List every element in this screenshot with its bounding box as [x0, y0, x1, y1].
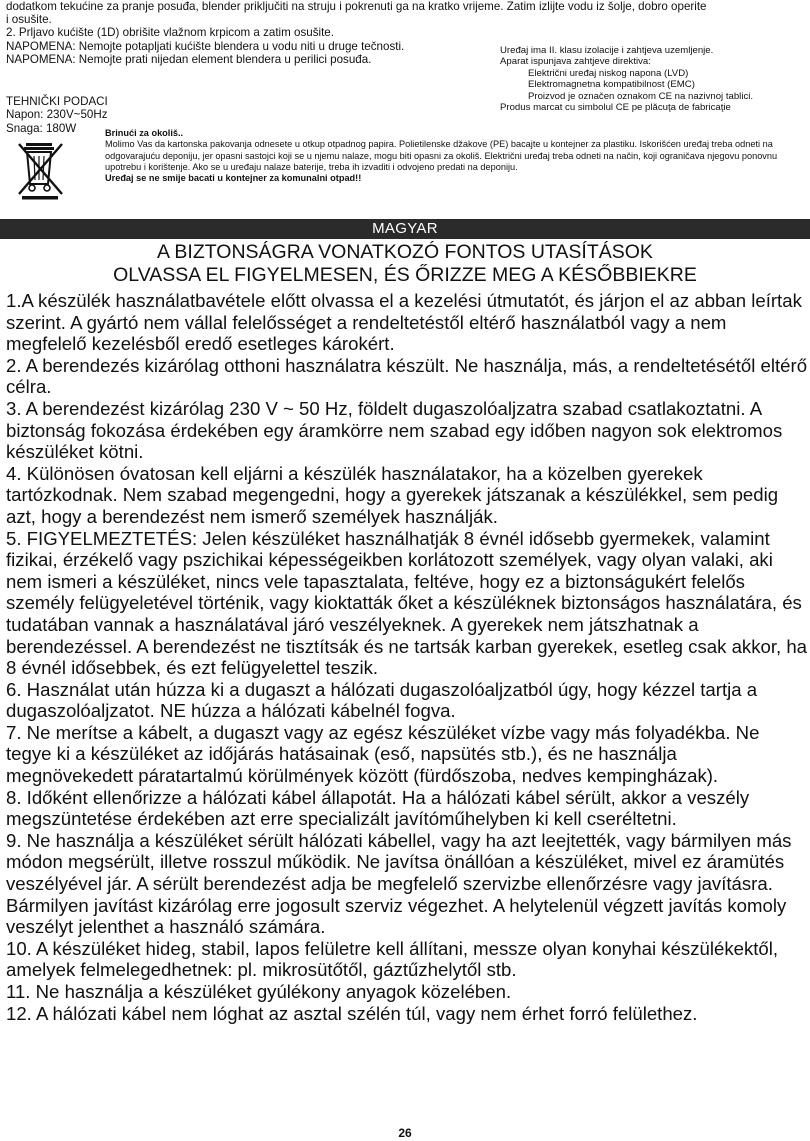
environment-text: Molimo Vas da kartonska pakovanja odnesete u otkup otpadnog papira. Polietilenske džakove (PE) bacajte u kontejner za plastiku. Iskorišćen uređaj treba odneti na odgovarajuću deponiju, jer opasni sastojci koji se u njemu nalaze, mogu biti opasni za okoliš. Električni uređaj treba odneti na način, koji ograničava njegovu ponovnu upotrebu i korištenje. Ako se u uređaju nalaze baterije, treba ih izvaditi i odvojeno predati na deponiju.: [105, 139, 778, 172]
safety-subtitle: OLVASSA EL FIGYELMESEN, ÉS ŐRIZZE MEG A KÉSŐBBIEKRE: [113, 264, 697, 286]
note-line: NAPOMENA: Nemojte prati nijedan element blendera u perilici posuđa.: [6, 52, 372, 66]
compliance-block: [500, 45, 805, 113]
safety-heading: [0, 241, 810, 287]
instruction-item: 2. A berendezés kizárólag otthoni használatra készült. Ne használja, más, a rendeltetésétől eltérő célra.: [6, 354, 808, 398]
instruction-item: 9. Ne használja a készüléket sérült hálózati kábellel, vagy ha azt leejtették, vagy bármilyen más módon megsérült, illetve rosszul működik. Ne javítsa önállóan a készüléket, mivel ez áramütés veszélyével jár. A sérült berendezést adja be megfelelő szervizbe ellenőrzésre vagy javításra. Bármilyen javítást kizárólag erre jogosult szerviz végezhet. A helytelenül végzett javítás komoly veszélyt jelenthet a használó számára.: [6, 829, 792, 938]
technical-data-title: TEHNIČKI PODACI: [6, 95, 108, 108]
directive-emc: Elektromagnetna kompatibilnost (EMC): [528, 79, 695, 91]
page-number: 26: [398, 1126, 412, 1140]
environment-title: Brinući za okoliš..: [105, 128, 184, 138]
instruction-item: 6. Használat után húzza ki a dugaszt a hálózati dugaszolóaljzatból úgy, hogy kézzel tartja a dugaszolóaljzatot. NE húzza a hálózati kábelnél fogva.: [6, 678, 758, 722]
ce-mark-text: Proizvod je označen oznakom CE na nazivnoj tablici.: [528, 90, 754, 102]
disposal-warning: Uređaj se ne smije bacati u kontejner za komunalni otpad!!: [105, 173, 362, 184]
directive-lvd: Električni uređaj niskog napona (LVD): [528, 67, 689, 79]
language-section-bar: MAGYAR: [0, 219, 810, 239]
safety-instructions: [6, 290, 808, 1024]
instruction-item: 3. A berendezést kizárólag 230 V ~ 50 Hz, földelt dugaszolóaljzatra szabad csatlakoztatni. A biztonság fokozása érdekében egy áramkörre nem szabad egy időben nagyon sok elektromos készüléket kötni.: [6, 397, 783, 463]
text-line: dodatkom tekućine za pranje posuđa, blender priključiti na struju i pokrenuti ga na kratko vrijeme. Zatim izlijte vodu iz šolje, dobro operite: [6, 0, 707, 13]
insulation-class-text: Uređaj ima II. klasu izolacije i zahtjeva uzemljenje.: [500, 45, 714, 56]
instruction-item: 5. FIGYELMEZTETÉS: Jelen készüléket használhatják 8 évnél idősebb gyermekek, valamint fizikai, érzékelő vagy pszichikai képességeikben korlátozott személyek, vagy olyan valaki, aki nem ismeri a készüléket, nincs vele tapasztalata, feltéve, hogy ez a biztonságukért felelős személy felügyeletével történik, vagy kioktatták őket a készüléknek biztonságos használatára, és tudatában vannak a használatával járó veszélyeknek. A gyerekek nem játszhatnak a berendezéssel. A berendezést ne tisztítsák és ne tartsák karban gyerekek, esetleg csak akkor, ha 8 évnél idősebbek, és ezt felügyelettel teszik.: [6, 527, 808, 679]
instruction-item: 4. Különösen óvatosan kell eljárni a készülék használatakor, ha a közelben gyerekek tartózkodnak. Nem szabad megengedni, hogy a gyerekek játszanak a készülékkel, sem pedig azt, hogy a berendezést nem ismerő személyek használják.: [6, 462, 779, 527]
ce-mark-text-ro: Produs marcat cu simbolul CE pe plăcuţa de fabricaţie: [500, 102, 731, 114]
instruction-item: 12. A hálózati kábel nem lóghat az asztal szélén túl, vagy nem érhet forró felülethez.: [6, 1002, 698, 1024]
instruction-item: 10. A készüléket hideg, stabil, lapos felületre kell állítani, messze olyan konyhai készülékektől, amelyek felmelegedhetnek: pl. mikrosütőtől, gáztűzhelytől stb.: [6, 937, 779, 981]
environment-notice: [105, 128, 805, 184]
directives-intro: Aparat ispunjava zahtjeve direktiva:: [500, 56, 651, 68]
text-line: i osušite.: [6, 13, 52, 27]
instruction-item: 1.A készülék használatbavétele előtt olvassa el a kezelési útmutatót, és járjon el az abban leírtak szerint. A gyártó nem vállal felelősséget a rendeltetéstől eltérő használatból vagy a nem megfelelő kezelésből eredő esetleges károkért.: [6, 290, 802, 355]
technical-data: [6, 95, 108, 135]
note-line: NAPOMENA: Nemojte potapljati kućište blendera u vodu niti u druge tečnosti.: [6, 39, 405, 53]
instruction-item: 8. Időként ellenőrizze a hálózati kábel állapotát. Ha a hálózati kábel sérült, akkor a veszély megszüntetése érdekében azt erre specializált javítóműhelyben ki kell cseréltetni.: [6, 786, 750, 830]
safety-title: A BIZTONSÁGRA VONATKOZÓ FONTOS UTASÍTÁSOK: [157, 241, 653, 263]
crossed-out-wheelie-bin-icon: [16, 140, 66, 200]
instruction-item: 11. Ne használja a készüléket gyúlékony anyagok közelében.: [6, 981, 512, 1002]
power-spec: Snaga: 180W: [6, 121, 77, 135]
voltage-spec: Napon: 230V~50Hz: [6, 108, 108, 122]
text-line: 2. Prljavo kućište (1D) obrišite vlažnom krpicom a zatim osušite.: [6, 26, 334, 40]
instruction-item: 7. Ne merítse a kábelt, a dugaszt vagy az egész készüléket vízbe vagy más folyadékba. Ne tegye ki a készüléket az időjárás hatásainak (eső, napsütés stb.), és ne használja megnövekedett páratartalmú körülmények között (fürdőszoba, nedves kempingházak).: [6, 721, 760, 787]
